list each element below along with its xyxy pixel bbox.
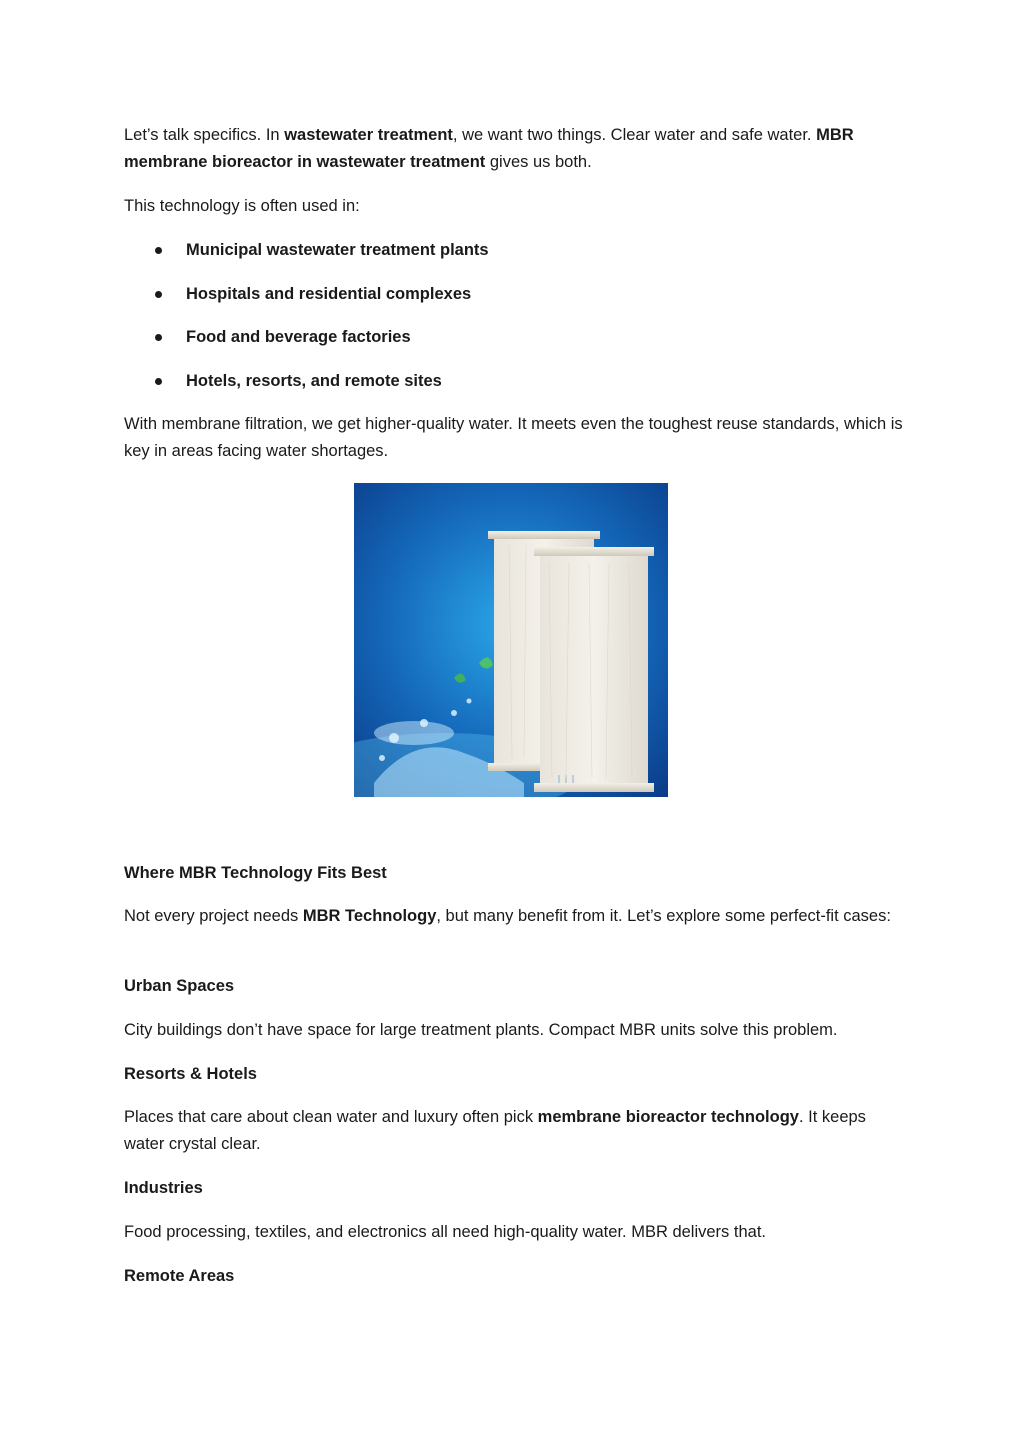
mbr-membrane-image [354, 483, 668, 797]
list-item [155, 324, 411, 351]
list-item-text: Food and beverage factories [186, 328, 411, 346]
intro-paragraph [124, 122, 904, 176]
urban-spaces-heading: Urban Spaces [124, 977, 235, 995]
list-item [155, 281, 471, 308]
section-lead-text-1: Not every project needs [124, 907, 303, 925]
intro-text-1: Let’s talk specifics. In [124, 126, 285, 144]
intro-bold-1: wastewater treatment [284, 126, 453, 144]
remote-areas-heading: Remote Areas [124, 1267, 235, 1285]
resorts-text-1: Places that care about clean water and luxury often pick [124, 1108, 538, 1126]
intro-bold-2: MBR membrane bioreactor in wastewater treatment [124, 126, 854, 171]
bullet-icon [155, 291, 162, 298]
bullet-icon [155, 334, 162, 341]
resorts-hotels-heading: Resorts & Hotels [124, 1065, 257, 1083]
bullet-icon [155, 247, 162, 254]
used-in-lead: This technology is often used in: [124, 197, 360, 215]
intro-text-3: gives us both. [485, 153, 592, 171]
resorts-bold: membrane bioreactor technology [537, 1108, 799, 1126]
section-heading: Where MBR Technology Fits Best [124, 864, 387, 882]
resorts-text-2: . It keeps water crystal clear. [124, 1108, 866, 1153]
filtration-paragraph: With membrane filtration, we get higher-quality water. It meets even the toughest reuse standards, which is key in areas facing water shortages. [124, 415, 903, 460]
resorts-hotels-paragraph [124, 1104, 904, 1158]
section-lead-paragraph [124, 903, 904, 930]
bullet-icon [155, 378, 162, 385]
list-item-text: Hotels, resorts, and remote sites [186, 372, 442, 390]
section-lead-text-2: , but many benefit from it. Let’s explore some perfect-fit cases: [436, 907, 891, 925]
urban-spaces-paragraph: City buildings don’t have space for large treatment plants. Compact MBR units solve this problem. [124, 1021, 838, 1039]
industries-heading: Industries [124, 1179, 203, 1197]
list-item [155, 368, 442, 395]
list-item [155, 237, 489, 264]
section-lead-bold: MBR Technology [302, 907, 437, 925]
industries-paragraph: Food processing, textiles, and electronics all need high-quality water. MBR delivers that. [124, 1223, 766, 1241]
list-item-text: Municipal wastewater treatment plants [186, 241, 489, 259]
intro-text-2: , we want two things. Clear water and safe water. [452, 126, 817, 144]
list-item-text: Hospitals and residential complexes [186, 285, 472, 303]
